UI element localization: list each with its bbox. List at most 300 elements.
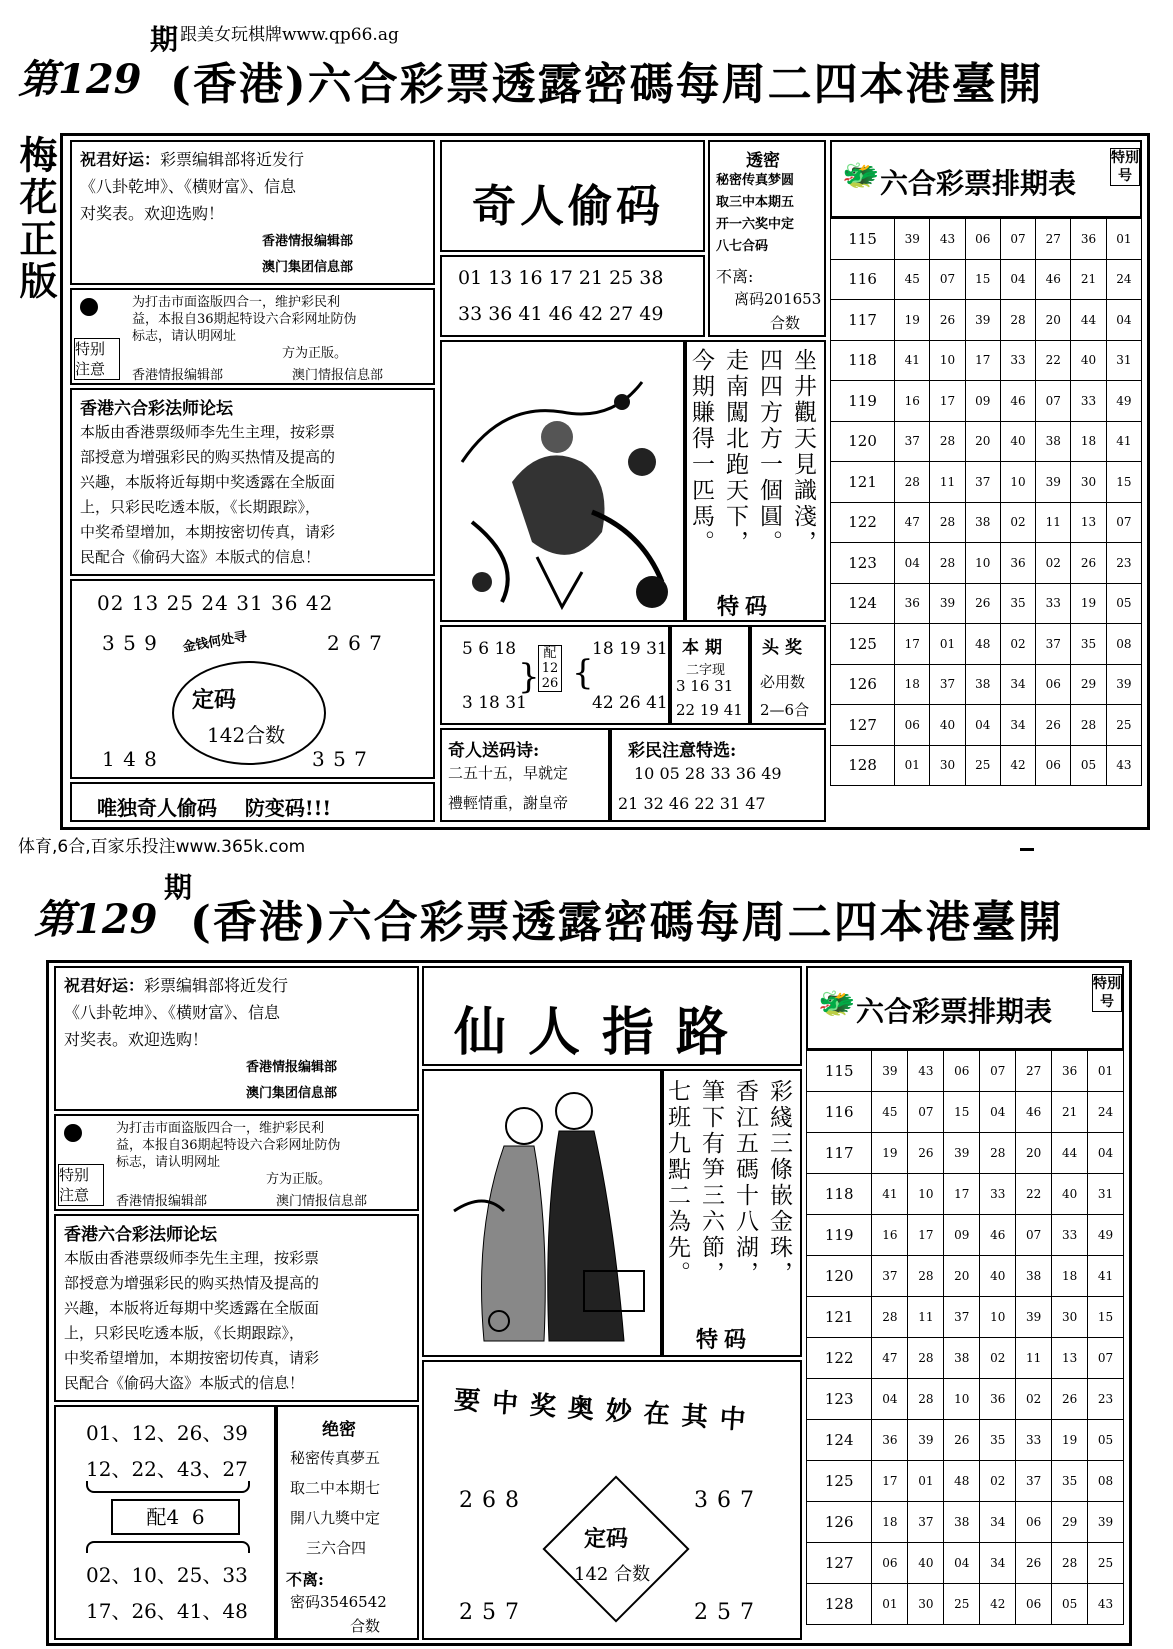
schedule-number-cell: 08 xyxy=(1088,1461,1124,1502)
schedule-number-cell: 17 xyxy=(944,1174,980,1215)
schedule-number-cell: 07 xyxy=(1016,1215,1052,1256)
schedule-number-cell: 41 xyxy=(895,340,930,381)
schedule-issue-cell: 122 xyxy=(831,502,895,543)
schedule-number-cell: 22 xyxy=(1036,340,1071,381)
schedule-number-cell: 48 xyxy=(965,624,1000,665)
secret-line-2: 取二中本期七 xyxy=(290,1479,381,1497)
big-title: 奇人偷码 xyxy=(472,181,664,232)
warrior-drawing xyxy=(442,342,683,620)
benqi-line1: 3 16 31 xyxy=(676,677,734,695)
schedule-number-cell: 39 xyxy=(872,1051,908,1092)
zhuyi-line2: 21 32 46 22 31 47 xyxy=(618,794,766,813)
schedule-number-cell: 26 xyxy=(944,1420,980,1461)
schedule-number-cell: 16 xyxy=(872,1215,908,1256)
schedule-number-cell: 38 xyxy=(965,502,1000,543)
list2-line2: 17、26、41、48 xyxy=(86,1599,248,1623)
wheel-box xyxy=(70,579,435,779)
schedule-row xyxy=(831,624,1142,665)
schedule-number-cell: 10 xyxy=(908,1174,944,1215)
schedule-number-cell: 33 xyxy=(1052,1215,1088,1256)
mid-ad: 体育,6合,百家乐投注www.365k.com xyxy=(18,837,306,857)
schedule-row xyxy=(831,340,1142,381)
schedule-number-cell: 04 xyxy=(1000,259,1035,300)
notice-sig2-2: 澳门情报信息部 xyxy=(276,1194,368,1209)
schedule-number-cell: 16 xyxy=(895,381,930,422)
schedule-number-cell: 15 xyxy=(944,1092,980,1133)
schedule-number-cell: 45 xyxy=(895,259,930,300)
schedule-row xyxy=(831,502,1142,543)
schedule-number-cell: 04 xyxy=(1088,1133,1124,1174)
schedule-number-cell: 26 xyxy=(1071,543,1106,584)
greeting-head-2: 祝君好运： xyxy=(64,976,145,995)
schedule-number-cell: 46 xyxy=(1000,381,1035,422)
greeting-line2: 《八卦乾坤》、《横财富》、信息 xyxy=(80,177,297,196)
greeting-sig1: 香港情报编辑部 xyxy=(262,234,354,249)
schedule-number-cell: 28 xyxy=(930,421,965,462)
schedule-number-cell: 02 xyxy=(980,1338,1016,1379)
secret-code: 离码201653 xyxy=(734,290,822,308)
schedule-number-cell: 47 xyxy=(872,1338,908,1379)
schedule-number-cell: 34 xyxy=(980,1502,1016,1543)
schedule-number-cell: 39 xyxy=(1088,1502,1124,1543)
schedule-number-cell: 06 xyxy=(944,1051,980,1092)
schedule-number-cell: 01 xyxy=(1106,219,1141,260)
schedule-number-cell: 36 xyxy=(1052,1051,1088,1092)
issue-number-2 xyxy=(34,888,158,945)
schedule-number-cell: 28 xyxy=(1071,705,1106,746)
schedule-issue-cell: 117 xyxy=(807,1133,872,1174)
schedule-number-cell: 39 xyxy=(1036,462,1071,503)
schedule-issue-cell: 120 xyxy=(807,1256,872,1297)
schedule-number-cell: 28 xyxy=(980,1133,1016,1174)
schedule-number-cell: 10 xyxy=(980,1297,1016,1338)
secret-head-2: 绝密 xyxy=(322,1420,356,1440)
schedule-special-2: 特別号 xyxy=(1093,976,1121,1010)
schedule-number-cell: 15 xyxy=(965,259,1000,300)
schedule-row xyxy=(831,583,1142,624)
top-ad: 跟美女玩棋牌www.qp66.ag xyxy=(180,25,399,45)
schedule-number-cell: 07 xyxy=(1036,381,1071,422)
list1-line1: 01、12、26、39 xyxy=(86,1421,248,1445)
schedule-row xyxy=(831,664,1142,705)
schedule-number-cell: 37 xyxy=(965,462,1000,503)
list-brace-bottom xyxy=(86,1541,250,1553)
schedule-number-cell: 24 xyxy=(1088,1092,1124,1133)
schedule-number-cell: 02 xyxy=(1000,624,1035,665)
schedule-number-cell: 40 xyxy=(980,1256,1016,1297)
schedule-number-cell: 42 xyxy=(1000,745,1035,786)
forum-line: 民配合《偷码大盗》本版式的信息！ xyxy=(80,548,321,566)
schedule-number-cell: 38 xyxy=(965,664,1000,705)
schedule-number-cell: 30 xyxy=(1071,462,1106,503)
toujiang-head: 头奖 xyxy=(762,638,808,658)
schedule-number-cell: 09 xyxy=(944,1215,980,1256)
issue-number xyxy=(18,48,142,105)
schedule-number-cell: 05 xyxy=(1052,1584,1088,1625)
wheel2-bottom-right: 2 5 7 xyxy=(694,1600,755,1625)
secret-box-2 xyxy=(276,1405,419,1640)
secret-buli: 不离: xyxy=(716,267,754,286)
poem2-line: 彩綫三條嵌金珠， xyxy=(766,1079,792,1287)
wheel-box-2 xyxy=(422,1360,802,1640)
secret-line: 开一六奖中定 xyxy=(716,217,795,232)
schedule-number-cell: 37 xyxy=(908,1502,944,1543)
notice-sig2: 澳门情报信息部 xyxy=(292,368,384,383)
poem-box-2 xyxy=(662,1069,802,1357)
greeting-box xyxy=(70,140,435,285)
tema-label-2: 特码 xyxy=(696,1327,753,1353)
schedule-number-cell: 22 xyxy=(1016,1174,1052,1215)
schedule-number-cell: 26 xyxy=(965,583,1000,624)
schedule-issue-cell: 123 xyxy=(831,543,895,584)
forum-head-2: 香港六合彩法师论坛 xyxy=(64,1225,217,1245)
wheel-center: 定码 xyxy=(192,687,237,713)
schedule-number-cell: 07 xyxy=(1106,502,1141,543)
schedule-special: 特別号 xyxy=(1111,150,1139,184)
notice-line2: 益，本报自36期起特设六合彩网址防伪 xyxy=(132,312,357,327)
schedule-mascot-icon-2: 🐲 xyxy=(818,986,856,1021)
schedule-number-cell: 13 xyxy=(1071,502,1106,543)
schedule-number-cell: 36 xyxy=(895,583,930,624)
dash-mark xyxy=(1020,848,1034,851)
notice-line3-2: 标志，请认明网址 xyxy=(116,1155,221,1170)
benqi-box xyxy=(670,625,750,725)
list2-line1: 02、10、25、33 xyxy=(86,1563,248,1587)
schedule-number-cell: 06 xyxy=(1016,1502,1052,1543)
schedule-number-cell: 35 xyxy=(980,1420,1016,1461)
schedule-issue-cell: 123 xyxy=(807,1379,872,1420)
notice-box xyxy=(70,288,435,385)
schedule-number-cell: 09 xyxy=(965,381,1000,422)
schedule-number-cell: 17 xyxy=(965,340,1000,381)
schedule-number-cell: 25 xyxy=(965,745,1000,786)
song-head: 奇人送码诗: xyxy=(448,741,540,761)
big-title-box xyxy=(440,140,705,252)
forum-head: 香港六合彩法师论坛 xyxy=(80,399,233,419)
zhuyi-box xyxy=(610,728,826,822)
poem-box xyxy=(685,340,826,622)
schedule-number-cell: 37 xyxy=(872,1256,908,1297)
schedule-number-cell: 11 xyxy=(930,462,965,503)
schedule-row xyxy=(831,543,1142,584)
list-box xyxy=(54,1405,276,1640)
footer-text: 唯独奇人偷码 防变码!!! xyxy=(97,796,332,820)
schedule-number-cell: 06 xyxy=(1036,745,1071,786)
schedule-number-cell: 26 xyxy=(1016,1543,1052,1584)
schedule-number-cell: 11 xyxy=(1016,1338,1052,1379)
schedule-number-cell: 34 xyxy=(1000,664,1035,705)
benqi-head: 本期 xyxy=(682,638,728,658)
schedule-row xyxy=(807,1461,1124,1502)
schedule-issue-cell: 115 xyxy=(807,1051,872,1092)
schedule-issue-cell: 116 xyxy=(807,1092,872,1133)
couple-drawing xyxy=(424,1071,660,1355)
greeting-sig2-2: 澳门集团信息部 xyxy=(246,1086,338,1101)
issue-suffix-2: 期 xyxy=(164,871,193,904)
schedule-row xyxy=(807,1420,1124,1461)
benqi-sub: 二字现 xyxy=(686,663,726,678)
song-line1: 二五十五，早就定 xyxy=(448,764,569,782)
schedule-number-cell: 02 xyxy=(1016,1379,1052,1420)
schedule-number-cell: 30 xyxy=(908,1584,944,1625)
schedule-number-cell: 23 xyxy=(1106,543,1141,584)
schedule-issue-cell: 120 xyxy=(831,421,895,462)
couple-illustration xyxy=(422,1069,662,1357)
schedule-number-cell: 15 xyxy=(1088,1297,1124,1338)
forum-line: 部授意为增强彩民的购买热情及提高的 xyxy=(64,1274,320,1292)
secret-sum: 合数 xyxy=(770,314,801,332)
toujiang-line1: 必用数 xyxy=(760,673,806,691)
schedule-number-cell: 28 xyxy=(908,1379,944,1420)
schedule-number-cell: 06 xyxy=(1016,1584,1052,1625)
poem2-line: 七班九點二為先。 xyxy=(664,1079,690,1287)
schedule-number-cell: 01 xyxy=(895,745,930,786)
wheel-bottom-right: 3 5 7 xyxy=(312,747,368,771)
schedule-number-cell: 30 xyxy=(930,745,965,786)
schedule-row xyxy=(831,300,1142,341)
notice-tag-2: 特别注意 xyxy=(58,1164,104,1206)
schedule-number-cell: 38 xyxy=(1036,421,1071,462)
schedule-2-header xyxy=(806,966,1124,1050)
schedule-number-cell: 35 xyxy=(1000,583,1035,624)
wheel2-top-left: 2 6 8 xyxy=(459,1488,520,1513)
schedule-issue-cell: 125 xyxy=(807,1461,872,1502)
schedule-number-cell: 20 xyxy=(965,421,1000,462)
schedule-row xyxy=(807,1584,1124,1625)
schedule-row xyxy=(807,1543,1124,1584)
schedule-number-cell: 29 xyxy=(1052,1502,1088,1543)
schedule-number-cell: 44 xyxy=(1052,1133,1088,1174)
forum-line: 上，只彩民吃透本版，《长期跟踪》， xyxy=(80,498,321,516)
wheel-top-right: 2 6 7 xyxy=(327,631,383,655)
big-title-2: 仙人指路 xyxy=(454,1002,751,1063)
schedule-row xyxy=(807,1133,1124,1174)
schedule-number-cell: 43 xyxy=(908,1051,944,1092)
list-brace-top xyxy=(86,1481,250,1493)
schedule-number-cell: 38 xyxy=(944,1502,980,1543)
pairs-box xyxy=(440,625,670,725)
forum-line: 上，只彩民吃透本版，《长期跟踪》， xyxy=(64,1324,305,1342)
schedule-row xyxy=(807,1502,1124,1543)
greeting-line3: 对奖表。欢迎选购！ xyxy=(80,204,225,223)
schedule-issue-cell: 124 xyxy=(807,1420,872,1461)
schedule-number-cell: 04 xyxy=(965,705,1000,746)
schedule-issue-cell: 126 xyxy=(807,1502,872,1543)
notice-line3: 标志，请认明网址 xyxy=(132,329,237,344)
poem-line: 走南闖北跑天下， xyxy=(722,348,748,556)
secret-line-2: 秘密传真夢五 xyxy=(290,1449,381,1467)
greeting-line1: 彩票编辑部将近发行 xyxy=(160,150,305,169)
schedule-number-cell: 11 xyxy=(1036,502,1071,543)
schedule-issue-cell: 118 xyxy=(807,1174,872,1215)
schedule-issue-cell: 121 xyxy=(807,1297,872,1338)
pairs-left-brace: } xyxy=(518,657,540,697)
schedule-issue-cell: 128 xyxy=(831,745,895,786)
schedule-title: 六合彩票排期表 xyxy=(880,167,1077,200)
greeting-line1-2: 彩票编辑部将近发行 xyxy=(144,976,289,995)
schedule-number-cell: 01 xyxy=(930,624,965,665)
pairs-right-bottom: 42 26 41 xyxy=(592,693,668,713)
schedule-number-cell: 02 xyxy=(1036,543,1071,584)
schedule-number-cell: 19 xyxy=(1071,583,1106,624)
schedule-row xyxy=(807,1379,1124,1420)
schedule-issue-cell: 128 xyxy=(807,1584,872,1625)
schedule-number-cell: 29 xyxy=(1071,664,1106,705)
wheel-top-left: 3 5 9 xyxy=(102,631,158,655)
schedule-number-cell: 15 xyxy=(1106,462,1141,503)
schedule-issue-cell: 124 xyxy=(831,583,895,624)
toujiang-line2: 2—6合 xyxy=(760,701,810,719)
forum-line: 中奖希望增加，本期按密切传真，请彩 xyxy=(80,523,336,541)
schedule-number-cell: 18 xyxy=(895,664,930,705)
schedule-number-cell: 28 xyxy=(872,1297,908,1338)
schedule-row xyxy=(807,1297,1124,1338)
list1-line2: 12、22、43、27 xyxy=(86,1457,248,1481)
schedule-number-cell: 40 xyxy=(908,1543,944,1584)
forum-box-2 xyxy=(54,1214,419,1402)
schedule-number-cell: 43 xyxy=(1106,745,1141,786)
schedule-number-cell: 25 xyxy=(944,1584,980,1625)
schedule-number-cell: 49 xyxy=(1106,381,1141,422)
schedule-row xyxy=(831,381,1142,422)
secret-sum-2: 合数 xyxy=(350,1617,381,1635)
schedule-row xyxy=(831,705,1142,746)
schedule-number-cell: 33 xyxy=(1016,1420,1052,1461)
schedule-number-cell: 36 xyxy=(1071,219,1106,260)
wheel2-top-right: 3 6 7 xyxy=(694,1488,755,1513)
pairs-right-top: 18 19 31 xyxy=(592,639,668,659)
pairs-left-bottom: 3 18 31 xyxy=(462,693,527,713)
song-box xyxy=(440,728,610,822)
schedule-number-cell: 46 xyxy=(1016,1092,1052,1133)
forum-line: 中奖希望增加，本期按密切传真，请彩 xyxy=(64,1349,320,1367)
schedule-number-cell: 39 xyxy=(944,1133,980,1174)
schedule-number-cell: 28 xyxy=(908,1338,944,1379)
schedule-number-cell: 41 xyxy=(1106,421,1141,462)
schedule-number-cell: 07 xyxy=(908,1092,944,1133)
schedule-number-cell: 26 xyxy=(1052,1379,1088,1420)
schedule-number-cell: 20 xyxy=(1016,1133,1052,1174)
schedule-row xyxy=(807,1215,1124,1256)
wheel-bottom-left: 1 4 8 xyxy=(102,747,158,771)
schedule-number-cell: 39 xyxy=(1016,1297,1052,1338)
schedule-number-cell: 41 xyxy=(1088,1256,1124,1297)
tema-label: 特码 xyxy=(717,594,774,620)
schedule-row xyxy=(807,1338,1124,1379)
schedule-number-cell: 28 xyxy=(895,462,930,503)
schedule-number-cell: 37 xyxy=(944,1297,980,1338)
schedule-number-cell: 40 xyxy=(930,705,965,746)
schedule-number-cell: 02 xyxy=(980,1461,1016,1502)
schedule-number-cell: 44 xyxy=(1071,300,1106,341)
schedule-number-cell: 13 xyxy=(1052,1338,1088,1379)
schedule-number-cell: 08 xyxy=(1106,624,1141,665)
notice-line4-2: 方为正版。 xyxy=(266,1172,332,1187)
schedule-row xyxy=(831,462,1142,503)
schedule-number-cell: 41 xyxy=(872,1174,908,1215)
numbers-row: 02 13 25 24 31 36 42 xyxy=(97,591,334,615)
schedule-row xyxy=(807,1092,1124,1133)
schedule-number-cell: 07 xyxy=(1088,1338,1124,1379)
schedule-number-cell: 35 xyxy=(1071,624,1106,665)
schedule-title-2: 六合彩票排期表 xyxy=(856,995,1053,1028)
schedule-issue-cell: 115 xyxy=(831,219,895,260)
schedule-issue-cell: 118 xyxy=(831,340,895,381)
schedule-number-cell: 21 xyxy=(1052,1092,1088,1133)
schedule-number-cell: 37 xyxy=(1016,1461,1052,1502)
bomb-icon-2 xyxy=(64,1124,82,1142)
secret-line-2: 開八九獎中定 xyxy=(290,1509,381,1527)
schedule-number-cell: 33 xyxy=(980,1174,1016,1215)
wheel2-arc-text: 要中奖奥妙在其中 xyxy=(453,1385,759,1437)
pairs-mid: 配 12 26 xyxy=(538,645,562,692)
schedule-number-cell: 28 xyxy=(1052,1543,1088,1584)
greeting-head: 祝君好运： xyxy=(80,150,161,169)
schedule-number-cell: 43 xyxy=(930,219,965,260)
secret-line: 八七合码 xyxy=(716,239,769,254)
notice-tag: 特别注意 xyxy=(74,338,120,380)
schedule-row xyxy=(807,1174,1124,1215)
pairs-left-top: 5 6 18 xyxy=(462,639,517,659)
schedule-number-cell: 31 xyxy=(1088,1174,1124,1215)
schedule-number-cell: 10 xyxy=(944,1379,980,1420)
forum-line: 部授意为增强彩民的购买热情及提高的 xyxy=(80,448,336,466)
schedule-number-cell: 18 xyxy=(1071,421,1106,462)
schedule-number-cell: 46 xyxy=(980,1215,1016,1256)
schedule-issue-cell: 116 xyxy=(831,259,895,300)
schedule-row xyxy=(831,745,1142,786)
schedule-number-cell: 19 xyxy=(1052,1420,1088,1461)
poem-line: 四四方方一個圓。 xyxy=(756,348,782,556)
notice-sig1: 香港情报编辑部 xyxy=(132,368,224,383)
schedule-number-cell: 47 xyxy=(895,502,930,543)
schedule-number-cell: 19 xyxy=(872,1133,908,1174)
schedule-number-cell: 40 xyxy=(1071,340,1106,381)
issue-prefix: 第129 xyxy=(18,56,142,103)
schedule-number-cell: 17 xyxy=(895,624,930,665)
schedule-number-cell: 27 xyxy=(1016,1051,1052,1092)
schedule-number-cell: 28 xyxy=(930,543,965,584)
schedule-row xyxy=(831,421,1142,462)
secret-code-2: 密码3546542 xyxy=(290,1593,387,1611)
toujiang-box xyxy=(750,625,826,725)
schedule-number-cell: 43 xyxy=(1088,1584,1124,1625)
schedule-number-cell: 25 xyxy=(1088,1543,1124,1584)
schedule-number-cell: 30 xyxy=(1052,1297,1088,1338)
notice-line1: 为打击市面盗版四合一，维护彩民利 xyxy=(132,295,341,310)
secret-buli-2: 不离: xyxy=(286,1570,324,1589)
schedule-number-cell: 38 xyxy=(944,1338,980,1379)
schedule-number-cell: 28 xyxy=(1000,300,1035,341)
schedule-number-cell: 05 xyxy=(1106,583,1141,624)
schedule-number-cell: 07 xyxy=(980,1051,1016,1092)
schedule-number-cell: 06 xyxy=(895,705,930,746)
schedule-number-cell: 05 xyxy=(1088,1420,1124,1461)
wheel2-sum: 142 合数 xyxy=(574,1564,651,1585)
schedule-issue-cell: 127 xyxy=(807,1543,872,1584)
pei-label: 配4 6 xyxy=(111,1499,240,1535)
wheel-sum: 142合数 xyxy=(207,723,286,747)
forum-box xyxy=(70,388,435,576)
schedule-number-cell: 37 xyxy=(895,421,930,462)
schedule-number-cell: 28 xyxy=(908,1256,944,1297)
notice-line2-2: 益，本报自36期起特设六合彩网址防伪 xyxy=(116,1138,341,1153)
schedule-number-cell: 36 xyxy=(1000,543,1035,584)
schedule-number-cell: 04 xyxy=(980,1092,1016,1133)
schedule-number-cell: 40 xyxy=(1000,421,1035,462)
schedule-number-cell: 26 xyxy=(1036,705,1071,746)
notice-line4: 方为正版。 xyxy=(282,346,348,361)
